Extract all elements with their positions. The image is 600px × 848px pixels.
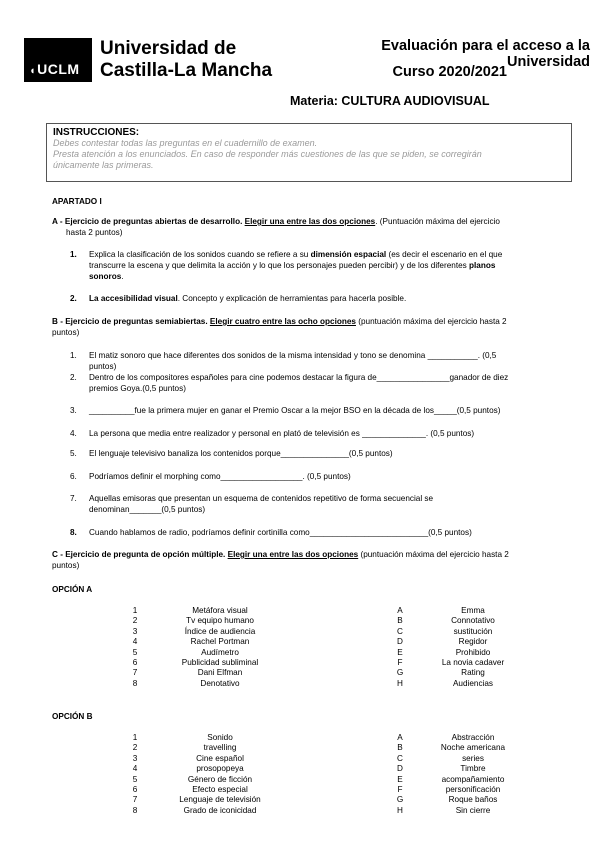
question-b6: Podríamos definir el morphing como__________________. (0,5 puntos) [89, 472, 351, 481]
q-text: Dentro de los compositores españoles para cine podemos destacar la figura de________________ganador de diez [89, 373, 509, 382]
apartado-heading: APARTADO I [52, 197, 102, 206]
match-term: Audímetro [201, 647, 239, 657]
match-term: Efecto especial [192, 785, 248, 795]
q-bold: sonoros [89, 272, 122, 281]
match-letter: B [397, 616, 403, 626]
q-text: (es decir el escenario en el que [386, 250, 503, 259]
match-term: Denotativo [200, 678, 240, 688]
match-number: 2 [132, 616, 138, 626]
question-b7 [89, 493, 433, 515]
question-number: 5. [70, 449, 77, 458]
q-text: Aquellas emisoras que presentan un esquema de contenidos repetitivo de forma secuencial se [89, 494, 434, 503]
question-number: 7. [70, 494, 77, 503]
section-b-choose: Elegir cuatro entre las ocho opciones [209, 317, 356, 326]
match-letter: H [397, 805, 403, 815]
section-a-title: A - Ejercicio de preguntas abiertas de desarrollo. [52, 217, 243, 226]
question-number: 1. [70, 351, 77, 360]
section-b-title: B - Ejercicio de preguntas semiabiertas. [52, 317, 208, 326]
university-line1: Universidad de [100, 38, 237, 59]
logo-text: UCLM [37, 61, 80, 77]
q-text: Explica la clasificación de los sonidos cuando se refiere a su [89, 250, 311, 259]
instructions-heading: INSTRUCCIONES: [53, 127, 140, 138]
match-answer: Regidor [458, 637, 488, 647]
match-term: Índice de audiencia [184, 626, 256, 636]
match-term: Publicidad subliminal [181, 658, 259, 668]
match-answer: Rating [461, 668, 485, 678]
match-answer: Timbre [460, 764, 486, 774]
section-c-choose: Elegir una entre las dos opciones [227, 550, 359, 559]
match-term: Metáfora visual [192, 606, 248, 615]
match-number: 1 [132, 733, 138, 742]
match-number: 7 [132, 668, 138, 678]
q-text: denominan_______(0,5 puntos) [89, 505, 206, 514]
section-b-rest2: puntos) [52, 328, 80, 337]
q-text: puntos) [89, 362, 117, 371]
question-number: 6. [70, 472, 77, 481]
match-term: Rachel Portman [190, 637, 250, 647]
match-letter: D [397, 637, 403, 647]
section-a-rest: . (Puntuación máxima del ejercicio [375, 217, 500, 226]
logo-mark-icon: ◖ [29, 65, 37, 77]
match-term: Género de ficción [187, 774, 253, 784]
match-answer: Prohibido [455, 647, 491, 657]
q-bold: La accesibilidad visual [89, 294, 178, 303]
uclm-logo [24, 38, 92, 82]
match-number: 4 [132, 637, 138, 647]
match-letter: E [397, 647, 403, 657]
q-bold: planos [469, 261, 496, 270]
match-answer: Noche americana [440, 743, 506, 753]
match-answer: series [462, 753, 484, 763]
match-answer: Abstracción [451, 733, 495, 742]
match-answer: sustitución [453, 626, 493, 636]
question-b3: __________fue la primera mujer en ganar el Premio Oscar a la mejor BSO en la década de los_____(0,5 puntos) [89, 406, 501, 415]
match-number: 6 [132, 658, 138, 668]
match-answer: La novia cadaver [441, 658, 505, 668]
question-number: 4. [70, 429, 77, 438]
match-answer: Emma [461, 606, 485, 615]
section-a-heading [52, 216, 572, 227]
option-a-matches [410, 606, 536, 689]
instructions-line: únicamente las primeras. [53, 160, 154, 170]
match-number: 2 [132, 743, 138, 753]
match-number: 3 [132, 626, 138, 636]
q-text: transcurre la escena y que delimita la acción y lo que los personajes pueden percibir) y de los diferentes [89, 261, 470, 270]
match-answer: Audiencias [452, 678, 494, 688]
match-letter: F [397, 658, 403, 668]
exam-course: Curso 2020/2021 [392, 64, 507, 80]
question-b1 [89, 350, 496, 372]
match-answer: Roque baños [448, 795, 498, 805]
match-letter: G [396, 795, 404, 805]
match-letter: A [397, 733, 403, 742]
question-number: 1. [70, 250, 77, 259]
q-text: . [121, 272, 124, 281]
instructions-box [46, 123, 572, 182]
match-answer: Sin cierre [455, 805, 491, 815]
option-b-heading: OPCIÓN B [52, 712, 93, 721]
question-b8: Cuando hablamos de radio, podríamos definir cortinilla como__________________________(0,5 puntos) [89, 528, 472, 537]
question-number: 2. [70, 373, 77, 382]
match-letter: C [397, 753, 403, 763]
match-letter: F [397, 785, 403, 795]
question-b2 [89, 372, 508, 394]
match-number: 7 [132, 795, 138, 805]
match-number: 4 [132, 764, 138, 774]
question-b5: El lenguaje televisivo banaliza los contenidos porque_______________(0,5 puntos) [89, 449, 393, 458]
match-answer: acompañamiento [441, 774, 505, 784]
option-b-terms [150, 733, 290, 816]
option-a-numbers [120, 606, 150, 689]
match-answer: personificación [445, 785, 501, 795]
section-a-choose: Elegir una entre las dos opciones [244, 217, 376, 226]
q-text: premios Goya.(0,5 puntos) [89, 384, 186, 393]
match-number: 8 [132, 678, 138, 688]
section-b-rest: (puntuación máxima del ejercicio hasta 2 [355, 317, 507, 326]
match-number: 3 [132, 753, 138, 763]
match-number: 1 [132, 606, 138, 615]
match-number: 8 [132, 805, 138, 815]
q-bold: dimensión espacial [310, 250, 387, 259]
q-text: El matiz sonoro que hace diferentes dos sonidos de la misma intensidad y tono se denomina ___________. (0,5 [89, 351, 497, 360]
university-line2: Castilla-La Mancha [100, 60, 273, 81]
question-number: 8. [70, 528, 77, 537]
section-c-title: C - Ejercicio de pregunta de opción múltiple. [52, 550, 226, 559]
match-number: 5 [132, 647, 138, 657]
match-letter: D [397, 764, 403, 774]
q-text: . Concepto y explicación de herramientas para hacerla posible. [177, 294, 407, 303]
match-term: Lenguaje de televisión [179, 795, 261, 805]
section-c-rest2: puntos) [52, 561, 80, 570]
match-letter: C [397, 626, 403, 636]
question-a2 [89, 293, 406, 304]
match-letter: H [397, 678, 403, 688]
match-letter: B [397, 743, 403, 753]
option-a-heading: OPCIÓN A [52, 585, 93, 594]
instructions-line: Debes contestar todas las preguntas en el cuadernillo de examen. [53, 138, 318, 148]
match-term: Tv equipo humano [186, 616, 254, 626]
match-letter: G [396, 668, 404, 678]
option-b-matches [410, 733, 536, 816]
section-c-heading [52, 549, 572, 560]
match-term: Sonido [207, 733, 233, 742]
match-term: Grado de iconicidad [183, 805, 257, 815]
question-b4: La persona que media entre realizador y personal en plató de televisión es ______________. (0,5 puntos) [89, 429, 475, 438]
section-b-heading [52, 316, 572, 327]
match-answer: Connotativo [451, 616, 495, 626]
option-a-terms [150, 606, 290, 689]
section-c-rest: (puntuación máxima del ejercicio hasta 2 [358, 550, 509, 559]
match-letter: A [397, 606, 403, 615]
section-a-rest2: hasta 2 puntos) [66, 228, 123, 237]
match-number: 6 [132, 785, 138, 795]
university-name [100, 38, 272, 82]
question-number: 3. [70, 406, 77, 415]
match-number: 5 [132, 774, 138, 784]
match-term: Cine español [196, 753, 244, 763]
subject: Materia: CULTURA AUDIOVISUAL [290, 94, 490, 108]
match-term: prosopopeya [196, 764, 244, 774]
question-number: 2. [70, 294, 77, 303]
match-term: Dani Elfman [197, 668, 243, 678]
instructions-line: Presta atención a los enunciados. En caso de responder más cuestiones de las que se piden, se corregirán [53, 149, 482, 159]
exam-title: Evaluación para el acceso a la Universidad [381, 38, 590, 70]
option-b-numbers [120, 733, 150, 816]
question-a1 [89, 249, 579, 282]
match-letter: E [397, 774, 403, 784]
match-term: travelling [203, 743, 237, 753]
